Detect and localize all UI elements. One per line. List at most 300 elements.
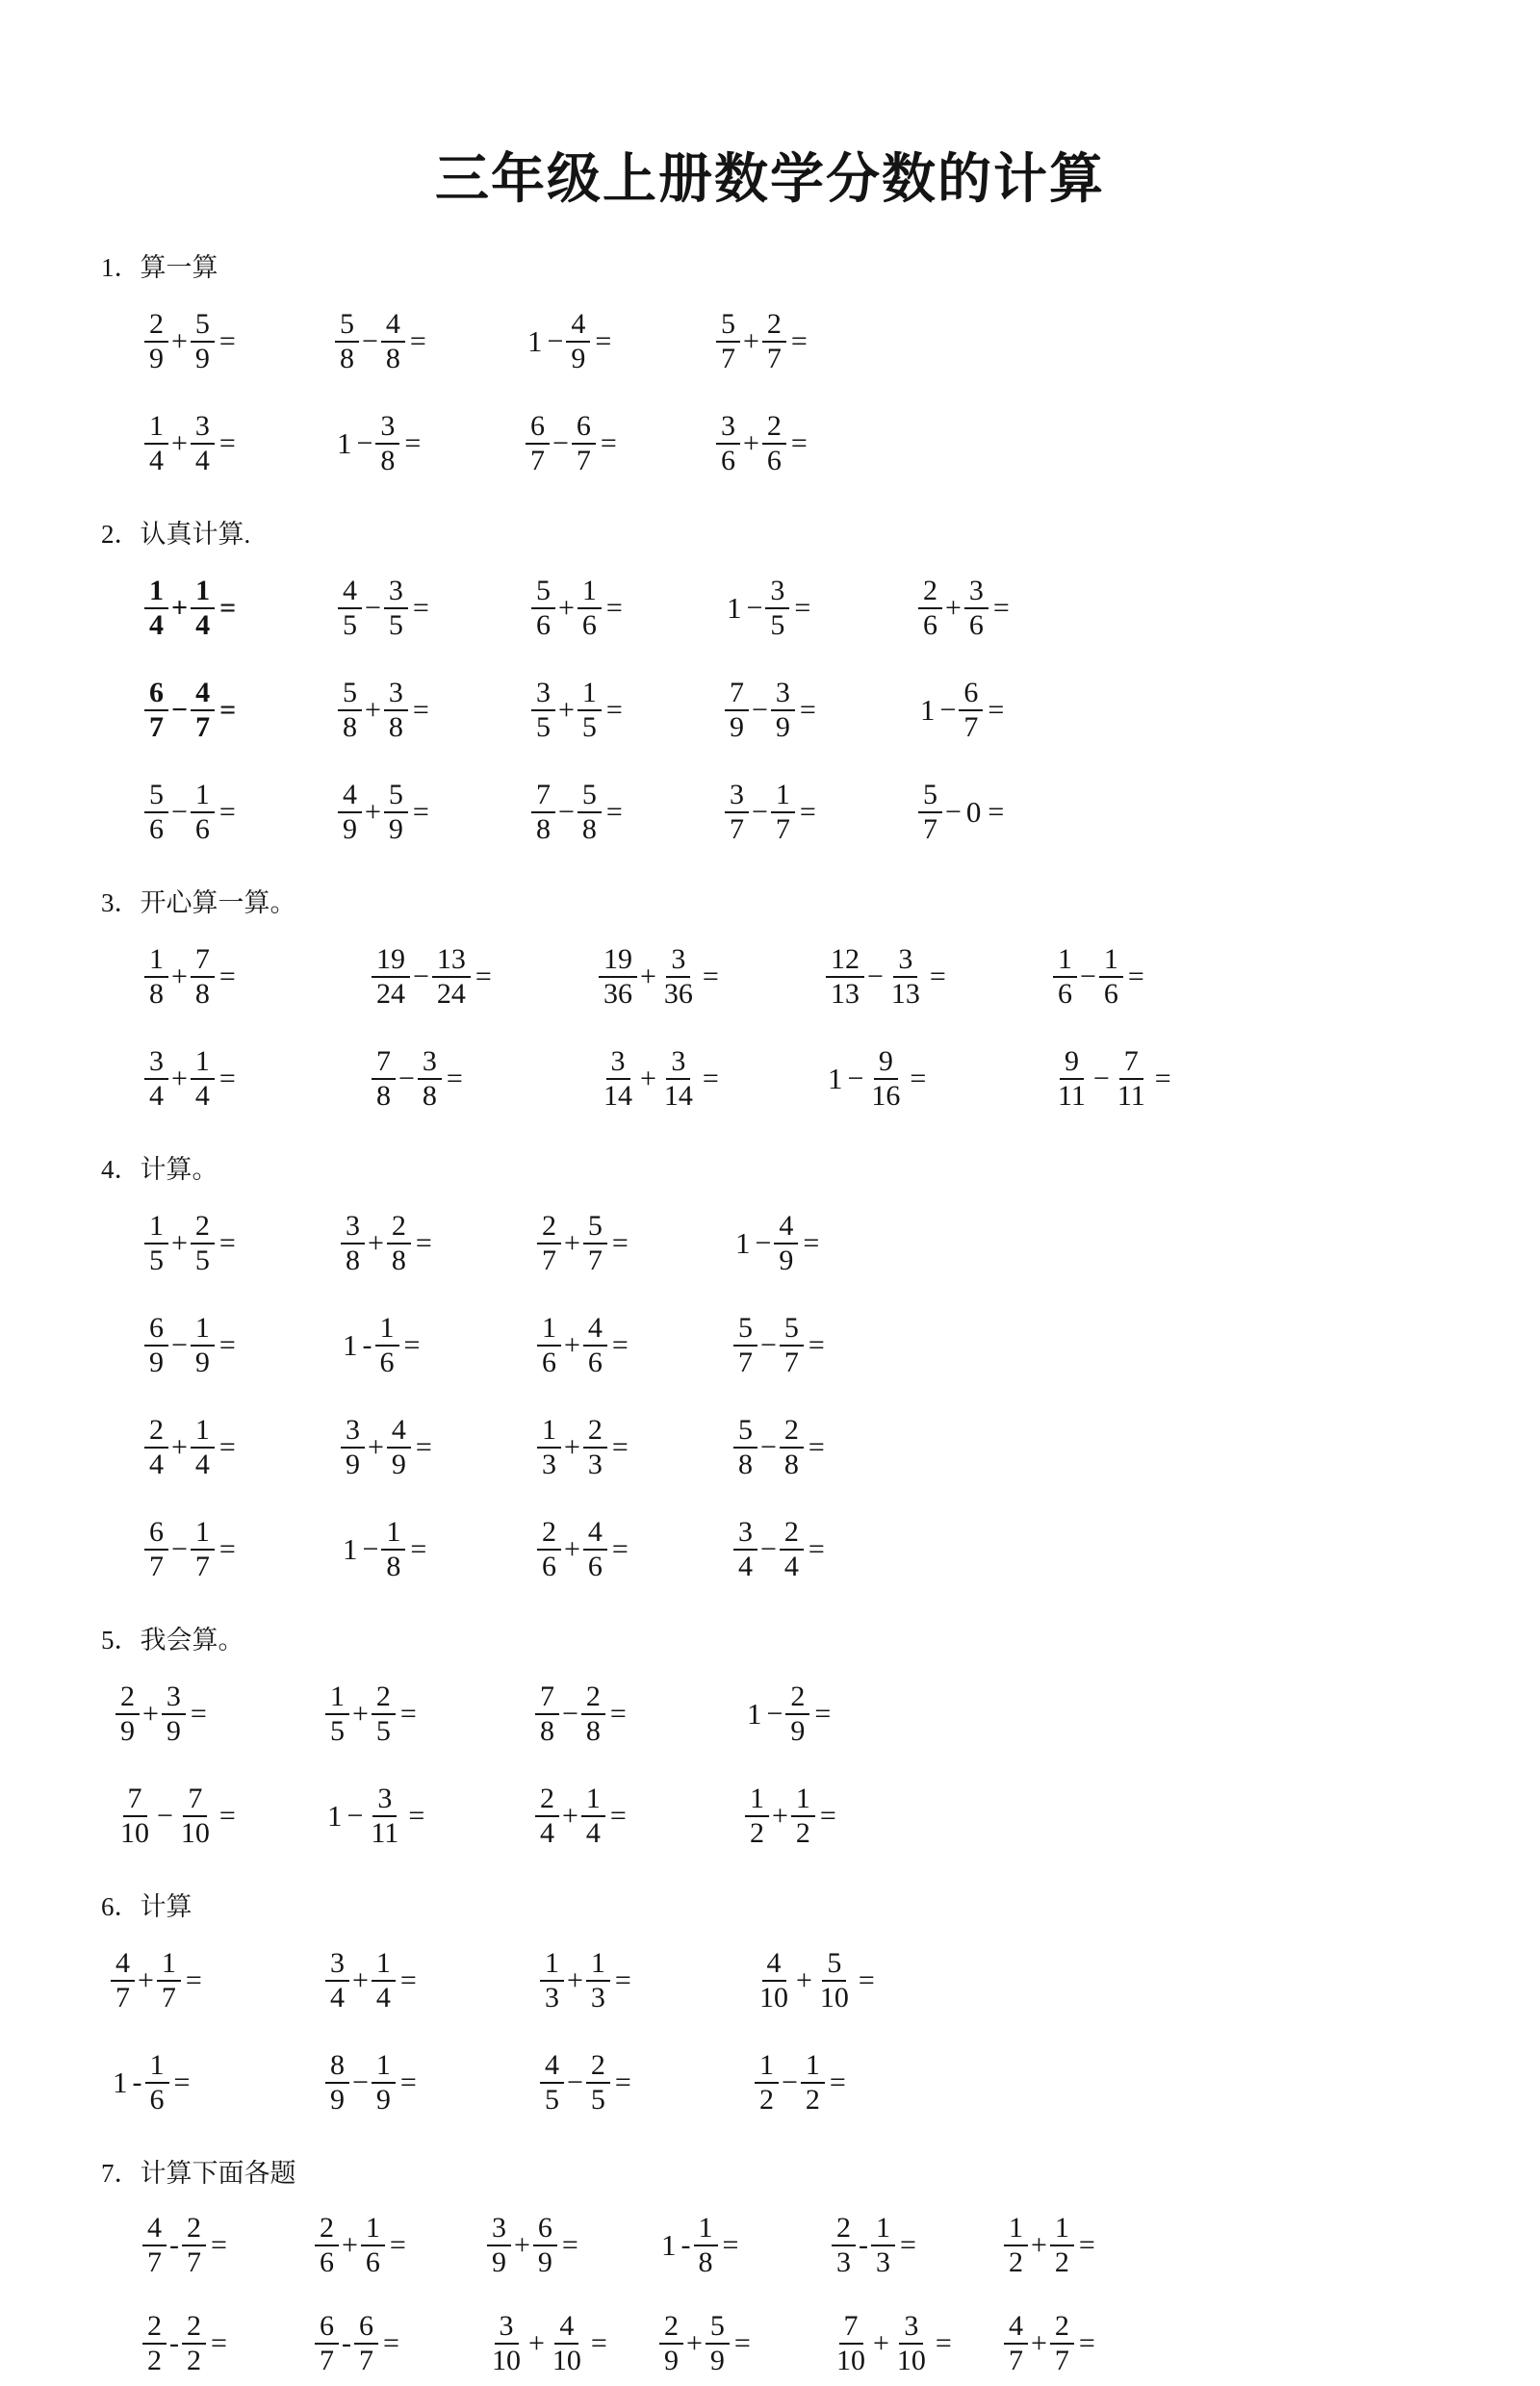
problem-cell bbox=[341, 1210, 537, 1276]
fraction-denominator: 8 bbox=[391, 1244, 406, 1276]
fraction-numerator: 4 bbox=[381, 308, 405, 343]
fraction bbox=[716, 410, 740, 476]
problem-cell bbox=[144, 943, 372, 1010]
fraction-denominator: 4 bbox=[149, 1080, 164, 1112]
fraction bbox=[733, 1516, 757, 1582]
fraction bbox=[381, 308, 405, 374]
fraction-denominator: 4 bbox=[375, 1982, 391, 2014]
fraction bbox=[375, 410, 399, 476]
fraction-denominator: 5 bbox=[149, 1244, 164, 1276]
problem-cell bbox=[716, 308, 907, 374]
fraction-numerator: 3 bbox=[964, 575, 988, 609]
whole-number: 1 bbox=[920, 692, 936, 727]
problem-cell bbox=[537, 1516, 733, 1582]
problem-cell bbox=[142, 2212, 315, 2278]
fraction-problem bbox=[487, 2310, 607, 2376]
minus-operator: − bbox=[1080, 961, 1096, 993]
fraction bbox=[815, 1947, 854, 2014]
problem-cell bbox=[537, 1414, 733, 1480]
problem-cell bbox=[325, 2049, 540, 2116]
fraction-numerator: 4 bbox=[566, 308, 590, 343]
equals-sign: = bbox=[799, 796, 816, 829]
fraction-numerator: 2 bbox=[315, 2212, 339, 2246]
plus-operator: + bbox=[564, 1533, 580, 1566]
fraction bbox=[381, 1516, 405, 1582]
equals-sign: = bbox=[814, 1698, 832, 1731]
fraction-numerator: 4 bbox=[111, 1947, 135, 1982]
fraction-problem bbox=[338, 779, 429, 845]
fraction-problem bbox=[144, 1312, 236, 1378]
fraction bbox=[372, 1045, 396, 1112]
fraction bbox=[599, 943, 637, 1010]
fraction-numerator: 3 bbox=[372, 1783, 397, 1817]
fraction bbox=[694, 2212, 718, 2278]
fraction-denominator: 2 bbox=[805, 2084, 820, 2116]
plus-operator: + bbox=[640, 961, 656, 993]
section-heading: 2．认真计算. bbox=[101, 520, 251, 549]
whole-number: 1 bbox=[113, 2065, 128, 2099]
equals-sign: = bbox=[829, 2066, 846, 2099]
fraction-denominator: 7 bbox=[161, 1982, 176, 2014]
fraction-numerator: 1 bbox=[581, 1783, 605, 1817]
fraction bbox=[384, 575, 408, 641]
fraction-denominator: 10 bbox=[836, 2345, 865, 2376]
fraction bbox=[892, 2310, 931, 2376]
fraction bbox=[526, 410, 550, 476]
fraction-denominator: 9 bbox=[149, 1347, 164, 1378]
fraction-numerator: 2 bbox=[832, 2212, 856, 2246]
equals-sign: = bbox=[1154, 1063, 1171, 1095]
equals-sign: = bbox=[415, 1431, 432, 1464]
fraction bbox=[1004, 2212, 1028, 2278]
fraction-denominator: 4 bbox=[330, 1982, 345, 2014]
fraction-numerator: 1 bbox=[381, 1516, 405, 1551]
fraction bbox=[372, 943, 410, 1010]
equals-sign: = bbox=[218, 1329, 236, 1362]
fraction-numerator: 3 bbox=[725, 779, 749, 813]
plus-operator: + bbox=[142, 1698, 159, 1731]
equals-sign: = bbox=[409, 325, 426, 358]
minus-operator: − bbox=[171, 1329, 188, 1362]
problem-cell bbox=[116, 1783, 325, 1849]
fraction bbox=[581, 1783, 605, 1849]
fraction-numerator: 5 bbox=[191, 308, 215, 343]
fraction-problem bbox=[755, 1947, 875, 2014]
fraction-numerator: 1 bbox=[325, 1680, 349, 1715]
fraction-denominator: 11 bbox=[371, 1817, 399, 1849]
fraction-problem bbox=[116, 1680, 207, 1747]
equals-sign: = bbox=[410, 1533, 427, 1566]
fraction bbox=[762, 410, 786, 476]
plus-operator: + bbox=[743, 325, 759, 358]
fraction-problem bbox=[716, 308, 808, 374]
fraction-numerator: 5 bbox=[583, 1210, 607, 1244]
problem-cell bbox=[315, 2310, 487, 2376]
plus-operator: + bbox=[558, 592, 575, 625]
problem-cell bbox=[733, 1312, 930, 1378]
fraction-denominator: 6 bbox=[1103, 978, 1118, 1010]
fraction-numerator: 1 bbox=[791, 1783, 815, 1817]
minus-operator: − bbox=[766, 1698, 783, 1731]
fraction-denominator: 6 bbox=[1058, 978, 1072, 1010]
equals-sign: = bbox=[218, 1431, 236, 1464]
problem-cell bbox=[1053, 943, 1280, 1010]
fraction-numerator: 1 bbox=[745, 1783, 769, 1817]
minus-operator: − bbox=[760, 1533, 777, 1566]
equals-sign: = bbox=[935, 2327, 952, 2360]
equals-sign: = bbox=[190, 1698, 207, 1731]
problem-cell bbox=[315, 2212, 487, 2278]
problem-cell bbox=[111, 1947, 325, 2014]
problem-cell bbox=[1004, 2212, 1176, 2278]
whole-number: 1 bbox=[727, 590, 742, 625]
fraction bbox=[191, 943, 215, 1010]
fraction-numerator: 3 bbox=[191, 410, 215, 445]
fraction-numerator: 2 bbox=[372, 1680, 396, 1715]
fraction bbox=[1050, 2212, 1074, 2278]
fraction bbox=[725, 677, 749, 743]
problem-cell bbox=[745, 1680, 955, 1747]
fraction-problem bbox=[372, 1045, 463, 1112]
fraction bbox=[918, 575, 942, 641]
fraction-denominator: 10 bbox=[896, 2345, 926, 2376]
fraction-numerator: 7 bbox=[1119, 1045, 1143, 1080]
fraction-denominator: 8 bbox=[343, 711, 357, 743]
fraction-denominator: 7 bbox=[194, 1551, 210, 1582]
fraction-problem bbox=[540, 1947, 631, 2014]
equals-sign: = bbox=[722, 2229, 739, 2262]
fraction-numerator: 5 bbox=[531, 575, 555, 609]
fraction-numerator: 3 bbox=[666, 1045, 690, 1080]
fraction-numerator: 1 bbox=[191, 575, 215, 609]
fraction-numerator: 1 bbox=[372, 1947, 396, 1982]
fraction bbox=[338, 779, 362, 845]
fraction bbox=[191, 779, 215, 845]
fraction-denominator: 7 bbox=[963, 711, 979, 743]
fraction bbox=[578, 677, 602, 743]
fraction-problem bbox=[755, 2049, 846, 2116]
fraction-numerator: 1 bbox=[586, 1947, 610, 1982]
fraction-numerator: 1 bbox=[537, 1312, 561, 1347]
fraction-numerator: 1 bbox=[145, 2049, 169, 2084]
fraction-numerator: 2 bbox=[182, 2212, 206, 2246]
fraction-numerator: 1 bbox=[144, 943, 168, 978]
equals-sign: = bbox=[799, 694, 816, 727]
fraction-problem bbox=[531, 779, 623, 845]
fraction bbox=[325, 1680, 349, 1747]
fraction-denominator: 2 bbox=[147, 2345, 162, 2376]
fraction-numerator: 1 bbox=[871, 2212, 895, 2246]
fraction-denominator: 8 bbox=[385, 343, 400, 374]
fraction bbox=[144, 1414, 168, 1480]
fraction-denominator: 7 bbox=[320, 2345, 334, 2376]
plus-operator: + bbox=[528, 2327, 545, 2360]
fraction-denominator: 9 bbox=[375, 2084, 391, 2116]
worksheet-section bbox=[0, 513, 1540, 857]
problem-row bbox=[0, 1937, 1540, 2025]
fraction-numerator: 1 bbox=[1099, 943, 1123, 978]
fraction-numerator: 3 bbox=[893, 943, 917, 978]
equals-sign: = bbox=[808, 1533, 825, 1566]
fraction-denominator: 8 bbox=[585, 1715, 601, 1747]
fraction-denominator: 9 bbox=[790, 1715, 806, 1747]
fraction-problem bbox=[325, 2049, 417, 2116]
fraction-denominator: 24 bbox=[376, 978, 405, 1010]
fraction-numerator: 7 bbox=[839, 2310, 863, 2345]
fraction bbox=[432, 943, 471, 1010]
fraction bbox=[866, 1045, 905, 1112]
fraction bbox=[583, 1516, 607, 1582]
fraction-problem bbox=[733, 1312, 825, 1378]
fraction bbox=[372, 1680, 396, 1747]
problem-cell bbox=[335, 308, 526, 374]
problem-cell bbox=[142, 2310, 315, 2376]
equals-sign: = bbox=[399, 2066, 417, 2099]
fraction-denominator: 7 bbox=[775, 813, 790, 845]
fraction-numerator: 1 bbox=[375, 1312, 399, 1347]
fraction-denominator: 7 bbox=[738, 1347, 753, 1378]
equals-sign: = bbox=[988, 694, 1005, 727]
plus-operator: + bbox=[945, 592, 962, 625]
fraction-denominator: 9 bbox=[779, 1244, 794, 1276]
fraction-numerator: 2 bbox=[659, 2310, 683, 2345]
equals-sign: = bbox=[605, 796, 623, 829]
fraction bbox=[144, 677, 168, 743]
equals-sign: = bbox=[790, 427, 808, 460]
fraction bbox=[375, 1312, 399, 1378]
fraction bbox=[1113, 1045, 1150, 1112]
plus-operator: + bbox=[796, 1964, 812, 1997]
fraction-denominator: 8 bbox=[386, 1551, 401, 1582]
problem-cell bbox=[325, 1680, 535, 1747]
minus-operator: - bbox=[362, 1329, 372, 1362]
problem-cell bbox=[372, 1045, 599, 1112]
fraction-denominator: 4 bbox=[149, 1449, 164, 1480]
minus-operator: − bbox=[562, 1698, 578, 1731]
minus-operator: − bbox=[567, 2066, 583, 2099]
sections-container bbox=[0, 246, 1540, 2386]
fraction bbox=[387, 1210, 411, 1276]
minus-operator: − bbox=[547, 325, 564, 358]
fraction bbox=[745, 1783, 769, 1849]
equals-sign: = bbox=[412, 694, 429, 727]
plus-operator: + bbox=[365, 694, 381, 727]
fraction bbox=[145, 2049, 169, 2116]
fraction bbox=[144, 410, 168, 476]
problem-cell bbox=[537, 1312, 733, 1378]
equals-sign: = bbox=[1078, 2229, 1095, 2262]
fraction-numerator: 3 bbox=[341, 1414, 365, 1449]
fraction-numerator: 3 bbox=[666, 943, 690, 978]
equals-sign: = bbox=[412, 796, 429, 829]
fraction bbox=[599, 1045, 637, 1112]
fraction-numerator: 2 bbox=[182, 2310, 206, 2345]
fraction bbox=[531, 779, 555, 845]
fraction bbox=[387, 1414, 411, 1480]
plus-operator: + bbox=[138, 1964, 154, 1997]
fraction-numerator: 12 bbox=[826, 943, 864, 978]
equals-sign: = bbox=[173, 2066, 191, 2099]
fraction bbox=[716, 308, 740, 374]
equals-sign: = bbox=[218, 1800, 236, 1833]
fraction-numerator: 3 bbox=[384, 575, 408, 609]
fraction-numerator: 1 bbox=[191, 1516, 215, 1551]
equals-sign: = bbox=[218, 1227, 236, 1260]
equals-sign: = bbox=[211, 2327, 227, 2360]
fraction-numerator: 7 bbox=[372, 1045, 396, 1080]
problem-cell bbox=[338, 575, 531, 641]
fraction-denominator: 3 bbox=[590, 1982, 605, 2014]
fraction bbox=[780, 1414, 804, 1480]
fraction bbox=[315, 2212, 339, 2278]
whole-number: 1 bbox=[327, 1798, 343, 1833]
fraction bbox=[142, 2310, 167, 2376]
fraction-numerator: 6 bbox=[959, 677, 983, 711]
plus-operator: + bbox=[1031, 2229, 1047, 2262]
fraction bbox=[762, 308, 786, 374]
fraction bbox=[733, 1312, 757, 1378]
fraction-numerator: 2 bbox=[535, 1783, 559, 1817]
fraction-denominator: 6 bbox=[968, 609, 984, 641]
fraction bbox=[144, 308, 168, 374]
fraction-denominator: 2 bbox=[750, 1817, 764, 1849]
fraction bbox=[144, 1312, 168, 1378]
fraction-denominator: 9 bbox=[120, 1715, 135, 1747]
fraction bbox=[780, 1312, 804, 1378]
fraction-problem bbox=[659, 2212, 738, 2278]
equals-sign: = bbox=[790, 325, 808, 358]
fraction-numerator: 3 bbox=[487, 2212, 511, 2246]
minus-operator: - bbox=[132, 2066, 142, 2099]
fraction bbox=[315, 2310, 339, 2376]
fraction-denominator: 6 bbox=[542, 1551, 556, 1582]
plus-operator: + bbox=[562, 1800, 578, 1833]
equals-sign: = bbox=[611, 1533, 629, 1566]
fraction bbox=[1099, 943, 1123, 1010]
fraction-problem bbox=[341, 1516, 426, 1582]
fraction bbox=[144, 1210, 168, 1276]
fraction-numerator: 3 bbox=[341, 1210, 365, 1244]
problem-cell bbox=[526, 308, 716, 374]
fraction-problem bbox=[526, 308, 611, 374]
fraction-numerator: 1 bbox=[1053, 943, 1077, 978]
fraction bbox=[537, 1414, 561, 1480]
equals-sign: = bbox=[808, 1329, 825, 1362]
worksheet-section bbox=[0, 882, 1540, 1123]
equals-sign: = bbox=[808, 1431, 825, 1464]
equals-sign: = bbox=[702, 961, 719, 993]
fraction-problem bbox=[325, 1783, 424, 1849]
problem-cell bbox=[733, 1210, 930, 1276]
fraction-problem bbox=[733, 1414, 825, 1480]
problem-row bbox=[0, 2203, 1540, 2288]
fraction-numerator: 5 bbox=[384, 779, 408, 813]
fraction-denominator: 9 bbox=[775, 711, 790, 743]
fraction bbox=[1053, 943, 1077, 1010]
fraction-problem bbox=[341, 1210, 432, 1276]
plus-operator: + bbox=[873, 2327, 889, 2360]
whole-number: 1 bbox=[828, 1061, 843, 1095]
equals-sign: = bbox=[218, 1533, 236, 1566]
fraction-denominator: 6 bbox=[766, 445, 782, 476]
whole-number: 1 bbox=[735, 1225, 751, 1260]
problem-cell bbox=[725, 677, 918, 743]
plus-operator: + bbox=[743, 427, 759, 460]
fraction-problem bbox=[341, 1414, 432, 1480]
problem-row bbox=[0, 2301, 1540, 2386]
fraction-denominator: 2 bbox=[759, 2084, 774, 2116]
fraction-numerator: 6 bbox=[144, 1312, 168, 1347]
fraction-denominator: 8 bbox=[194, 978, 210, 1010]
equals-sign: = bbox=[988, 796, 1005, 829]
fraction-denominator: 8 bbox=[376, 1080, 391, 1112]
fraction bbox=[733, 1414, 757, 1480]
fraction bbox=[771, 779, 795, 845]
fraction-numerator: 3 bbox=[162, 1680, 186, 1715]
fraction-problem bbox=[142, 2310, 227, 2376]
problem-cell bbox=[144, 1516, 341, 1582]
fraction-denominator: 5 bbox=[343, 609, 357, 641]
fraction-numerator: 1 bbox=[755, 2049, 779, 2084]
fraction bbox=[771, 677, 795, 743]
fraction-numerator: 3 bbox=[384, 677, 408, 711]
whole-number: 0 bbox=[965, 794, 982, 829]
problem-cell bbox=[733, 1414, 930, 1480]
fraction bbox=[335, 308, 359, 374]
fraction bbox=[586, 1947, 610, 2014]
fraction bbox=[144, 1045, 168, 1112]
fraction-denominator: 7 bbox=[766, 343, 782, 374]
problem-cell bbox=[341, 1516, 537, 1582]
fraction bbox=[535, 1680, 559, 1747]
fraction-numerator: 6 bbox=[144, 677, 168, 711]
fraction-denominator: 2 bbox=[1009, 2246, 1023, 2278]
problem-cell bbox=[659, 2310, 832, 2376]
fraction bbox=[191, 1210, 215, 1276]
fraction-denominator: 8 bbox=[698, 2246, 713, 2278]
fraction-problem bbox=[144, 575, 236, 641]
whole-number: 1 bbox=[747, 1696, 762, 1731]
whole-number: 1 bbox=[337, 425, 352, 460]
whole-number: 1 bbox=[343, 1327, 358, 1362]
fraction-problem bbox=[725, 779, 816, 845]
fraction-denominator: 16 bbox=[871, 1080, 901, 1112]
problem-row bbox=[0, 1403, 1540, 1492]
fraction-numerator: 1 bbox=[191, 779, 215, 813]
fraction-numerator: 1 bbox=[1004, 2212, 1028, 2246]
fraction-denominator: 8 bbox=[581, 813, 597, 845]
fraction-numerator: 2 bbox=[780, 1414, 804, 1449]
fraction-numerator: 5 bbox=[335, 308, 359, 343]
problem-row bbox=[0, 933, 1540, 1021]
fraction-numerator: 5 bbox=[338, 677, 362, 711]
fraction bbox=[366, 1783, 403, 1849]
equals-sign: = bbox=[561, 2229, 578, 2262]
equals-sign: = bbox=[858, 1964, 875, 1997]
fraction-problem bbox=[599, 943, 719, 1010]
fraction bbox=[182, 2310, 206, 2376]
fraction-problem bbox=[832, 2212, 916, 2278]
fraction-problem bbox=[918, 779, 1004, 845]
plus-operator: + bbox=[352, 1698, 369, 1731]
fraction bbox=[182, 2212, 206, 2278]
fraction-denominator: 4 bbox=[149, 445, 164, 476]
fraction-problem bbox=[745, 1783, 836, 1849]
fraction-numerator: 5 bbox=[144, 779, 168, 813]
fraction-numerator: 3 bbox=[733, 1516, 757, 1551]
fraction-denominator: 7 bbox=[1054, 2345, 1069, 2376]
fraction bbox=[116, 1680, 140, 1747]
